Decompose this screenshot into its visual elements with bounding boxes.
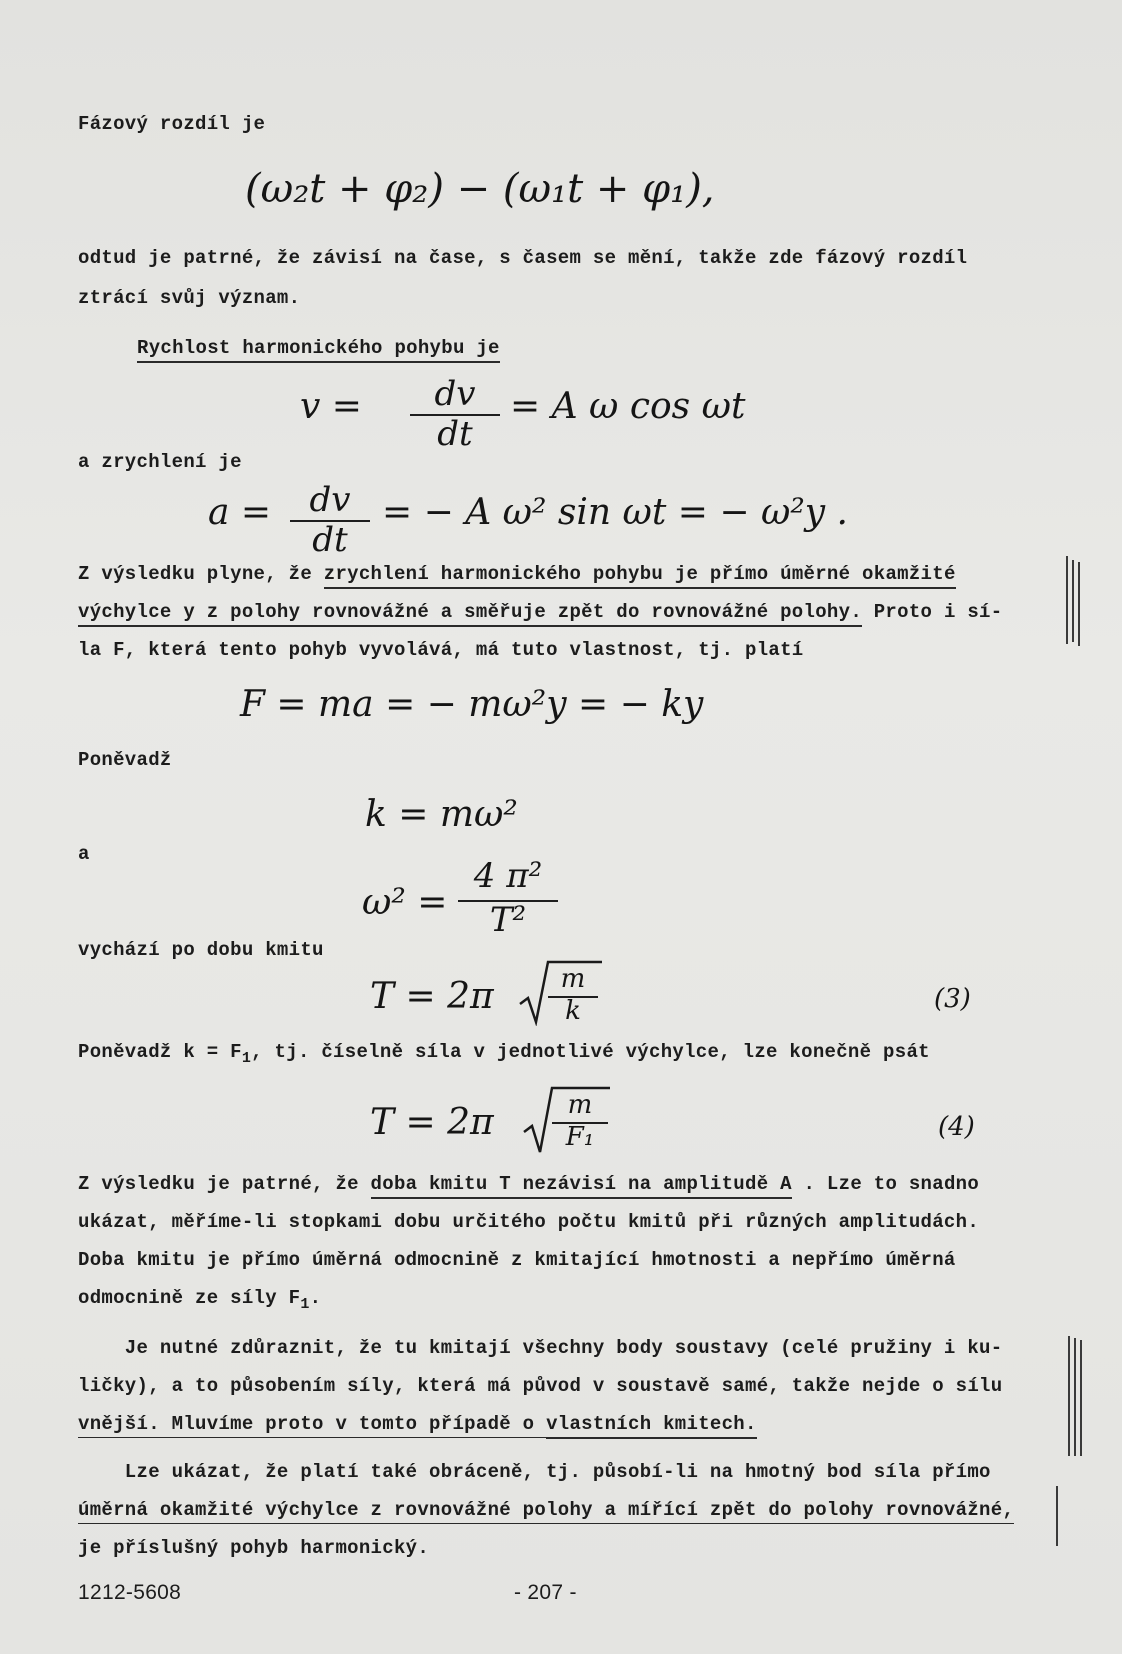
paragraph-3-line-2: ukázat, měříme-li stopkami dobu určitého počtu kmitů při různých amplitudách. [78, 1211, 980, 1233]
acceleration-numerator: dv [309, 480, 351, 520]
omega-fraction [458, 856, 558, 942]
paragraph-3-line-1 [78, 1166, 979, 1203]
paragraph-4-line-3-start: vnější. Mluvíme proto v tomto případě o [78, 1413, 546, 1438]
paragraph-3-line-4 [78, 1280, 321, 1323]
because-2-start: Poněvadž k = F [78, 1041, 242, 1063]
equation-number-4: (4) [938, 1112, 975, 1142]
paragraph-2-line-2-end: Proto i sí- [862, 601, 1003, 623]
paragraph-5-line-1: Lze ukázat, že platí také obráceně, tj. působí-li na hmotný bod síla přímo [78, 1461, 991, 1483]
paragraph-5-line-2 [78, 1492, 1014, 1529]
period-equation-3-denominator: k [565, 996, 581, 1026]
paragraph-4-line-2: ličky), a to působením síly, která má původ v soustavě samé, takže nejde o sílu [78, 1375, 1003, 1397]
because-2-subscript: 1 [241, 1049, 252, 1067]
velocity-denominator: dt [437, 414, 473, 454]
period-equation-4-fraction [552, 1088, 608, 1160]
paragraph-2-line-2 [78, 594, 1002, 631]
margin-mark-3 [1056, 1486, 1058, 1546]
margin-mark-2b [1074, 1338, 1076, 1456]
paragraph-5-line-2-text: úměrná okamžité výchylce z rovnovážné polohy a mířící zpět do polohy rovnovážné, [78, 1499, 1014, 1524]
phase-difference-equation: (ω₂t + φ₂) − (ω₁t + φ₁), [245, 166, 715, 212]
paragraph-4-line-3 [78, 1406, 757, 1443]
period-equation-4-lhs: T = 2π [370, 1102, 494, 1143]
paragraph-4-line-1: Je nutné zdůraznit, že tu kmitají všechny body soustavy (celé pružiny i ku- [78, 1337, 1003, 1359]
omega-numerator: 4 π² [473, 856, 543, 896]
margin-mark-1b [1072, 560, 1074, 642]
paragraph-2-line-3: la F, která tento pohyb vyvolává, má tuto vlastnost, tj. platí [78, 639, 804, 661]
margin-mark-1c [1078, 562, 1080, 646]
velocity-heading-text: Rychlost harmonického pohybu je [137, 337, 500, 363]
paragraph-3-line-4-end: . [309, 1287, 322, 1309]
paragraph-3-line-3: Doba kmitu je přímo úměrná odmocnině z kmitající hmotnosti a nepřímo úměrná [78, 1249, 956, 1271]
paragraph-2-line-1 [78, 556, 956, 593]
period-equation-3-numerator: m [560, 964, 586, 994]
period-equation-4-numerator: m [567, 1090, 593, 1120]
paragraph-1-line-1: odtud je patrné, že závisí na čase, s časem se mění, takže zde fázový rozdíl [78, 247, 968, 269]
velocity-heading [137, 330, 500, 367]
because-1: Poněvadž [78, 749, 172, 771]
velocity-numerator: dv [434, 374, 476, 414]
paragraph-4-underlined: vlastních kmitech. [546, 1413, 757, 1439]
acceleration-denominator: dt [312, 520, 348, 560]
velocity-rhs: = A ω cos ωt [510, 386, 746, 427]
paragraph-2-underlined-2: výchylce y z polohy rovnovážné a směřuje zpět do rovnovážné polohy. [78, 601, 862, 627]
acceleration-fraction [290, 480, 370, 560]
phase-difference-intro: Fázový rozdíl je [78, 113, 266, 135]
velocity-fraction [410, 374, 500, 454]
because-2-end: , tj. číselně síla v jednotlivé výchylce, lze konečně psát [251, 1041, 930, 1063]
paragraph-3-line-1-start: Z výsledku je patrné, že [78, 1173, 371, 1195]
paragraph-3-underlined: doba kmitu T nezávisí na amplitudě A [371, 1173, 792, 1199]
margin-mark-2a [1068, 1336, 1070, 1456]
footer-document-code: 1212-5608 [78, 1581, 182, 1604]
period-equation-4-denominator: F₁ [565, 1122, 595, 1152]
omega-denominator: T² [489, 900, 527, 940]
equation-number-3: (3) [934, 984, 971, 1014]
omega-lhs: ω² = [362, 882, 448, 923]
period-equation-3-lhs: T = 2π [370, 976, 494, 1017]
acceleration-intro: a zrychlení je [78, 451, 242, 473]
footer-page-number: - 207 - [514, 1581, 577, 1604]
paragraph-5-line-3: je příslušný pohyb harmonický. [78, 1537, 430, 1559]
paragraph-3-subscript: 1 [300, 1295, 310, 1313]
acceleration-rhs: = − A ω² sin ωt = − ω²y . [382, 492, 848, 533]
acceleration-lhs: a = [208, 492, 272, 533]
paragraph-3-line-4-start: odmocnině ze síly F [78, 1287, 301, 1309]
paragraph-3-line-1-end: . Lze to snadno [791, 1173, 980, 1195]
margin-mark-1a [1066, 556, 1068, 644]
margin-mark-2c [1080, 1340, 1082, 1456]
paragraph-2-line-1-start: Z výsledku plyne, že [78, 563, 324, 585]
paragraph-2-underlined-1: zrychlení harmonického pohybu je přímo úměrné okamžité [324, 563, 956, 589]
velocity-lhs: v = [300, 386, 362, 427]
paragraph-1-line-2: ztrácí svůj význam. [78, 287, 301, 309]
k-equation: k = mω² [365, 794, 518, 835]
because-2 [78, 1034, 930, 1077]
and-word: a [78, 843, 90, 865]
period-intro: vychází po dobu kmitu [78, 939, 324, 961]
force-equation: F = ma = − mω²y = − ky [240, 684, 704, 725]
period-equation-3-fraction [548, 962, 598, 1032]
